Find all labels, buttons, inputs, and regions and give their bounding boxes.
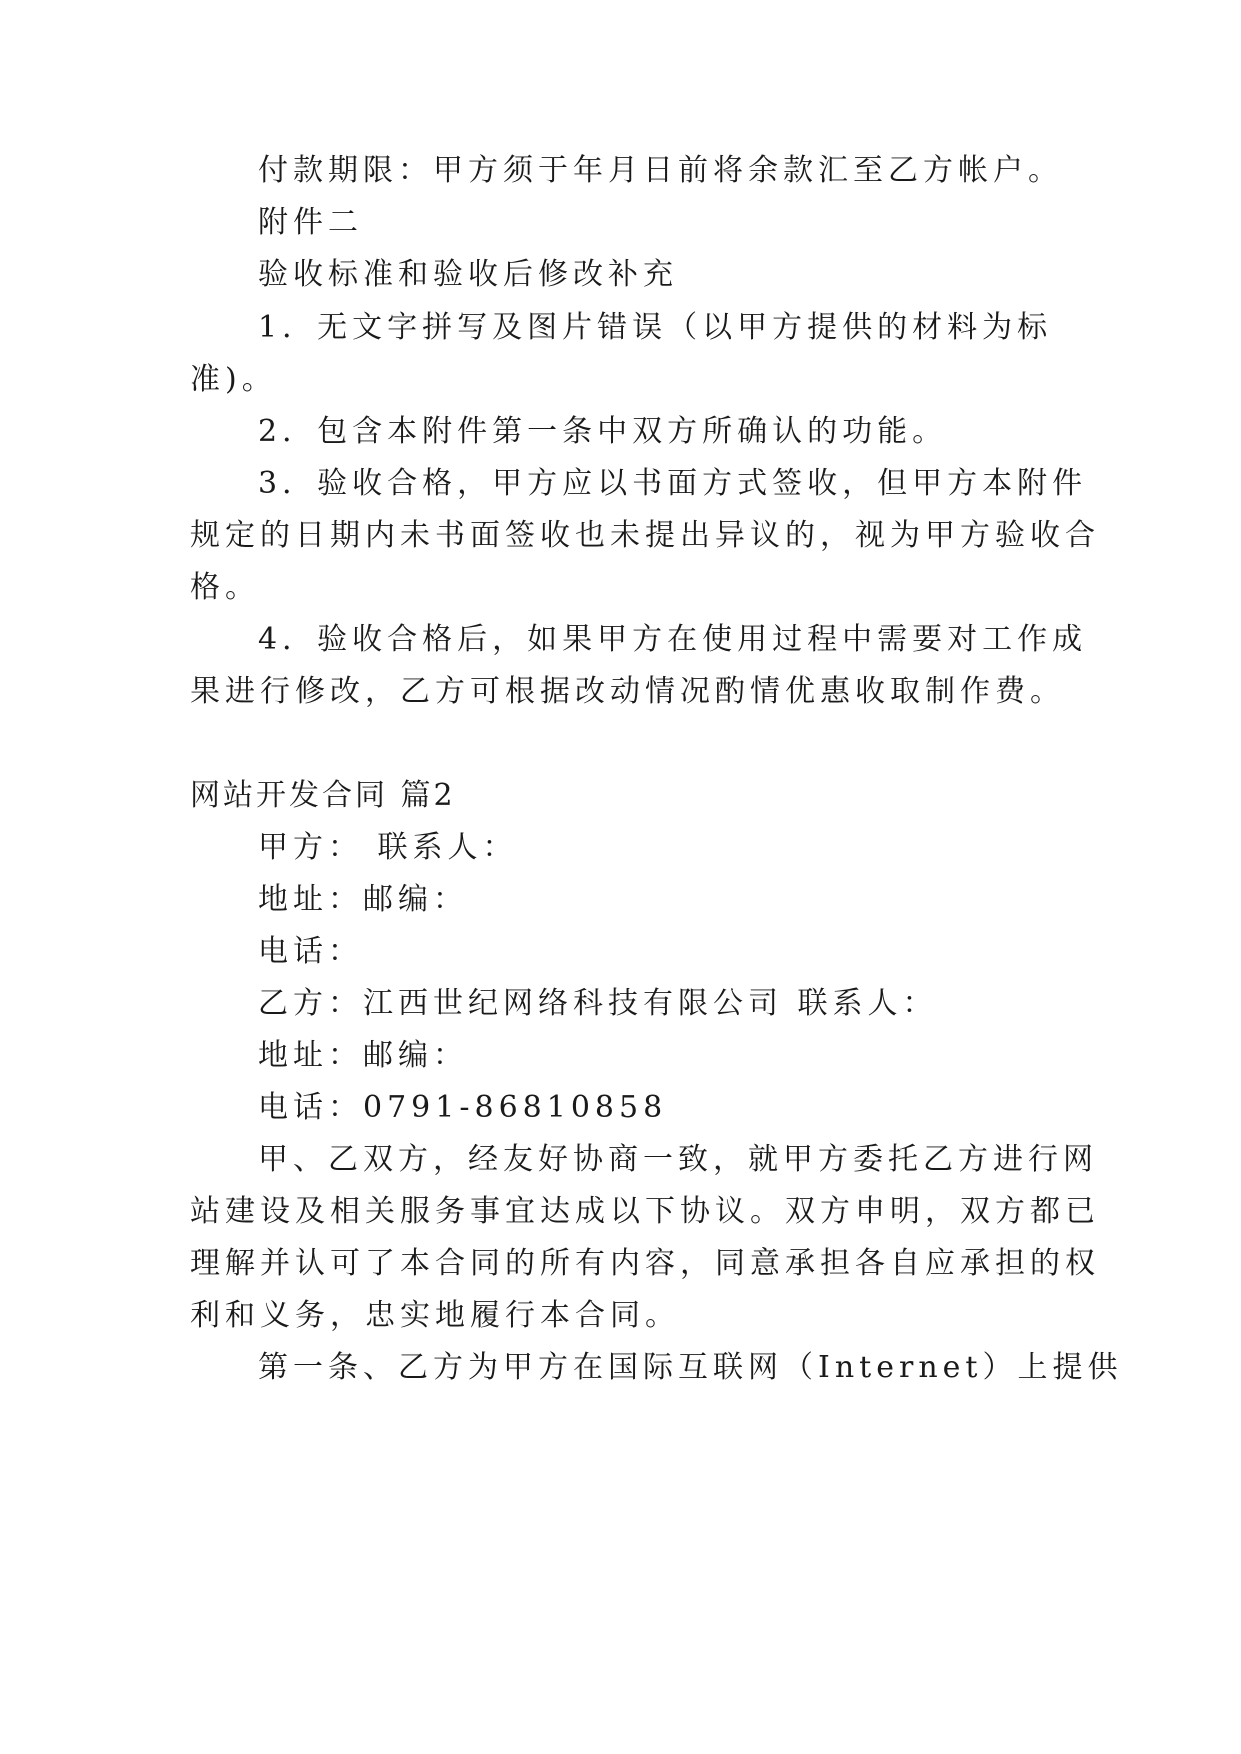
party-a-address: 地址：邮编：	[258, 882, 468, 917]
party-a-phone: 电话：	[258, 934, 363, 969]
intro-paragraph-line-2: 站建设及相关服务事宜达成以下协议。双方申明，双方都已	[190, 1194, 1100, 1229]
acceptance-title: 验收标准和验收后修改补充	[258, 257, 678, 292]
acceptance-item-4-line-2: 果进行修改，乙方可根据改动情况酌情优惠收取制作费。	[190, 674, 1065, 709]
attachment-title: 附件二	[258, 205, 363, 240]
intro-paragraph-line-3: 理解并认可了本合同的所有内容，同意承担各自应承担的权	[190, 1246, 1100, 1281]
acceptance-item-1-line-1: 1．无文字拼写及图片错误（以甲方提供的材料为标	[258, 310, 1053, 345]
party-b-line: 乙方：江西世纪网络科技有限公司 联系人：	[258, 986, 938, 1021]
contract-section-title: 网站开发合同 篇2	[190, 778, 456, 813]
acceptance-item-3-line-3: 格。	[190, 570, 260, 605]
party-b-phone: 电话：0791-86810858	[258, 1090, 668, 1125]
party-a-line: 甲方： 联系人：	[258, 830, 518, 865]
acceptance-item-2: 2．包含本附件第一条中双方所确认的功能。	[258, 414, 948, 449]
acceptance-item-1-line-2: 准)。	[190, 362, 277, 397]
acceptance-item-3-line-2: 规定的日期内未书面签收也未提出异议的，视为甲方验收合	[190, 518, 1100, 553]
intro-paragraph-line-4: 利和义务，忠实地履行本合同。	[190, 1298, 680, 1333]
intro-paragraph-line-1: 甲、乙双方，经友好协商一致，就甲方委托乙方进行网	[258, 1142, 1098, 1177]
article-1-line-1: 第一条、乙方为甲方在国际互联网（Internet）上提供	[258, 1350, 1123, 1385]
acceptance-item-4-line-1: 4．验收合格后，如果甲方在使用过程中需要对工作成	[258, 622, 1088, 657]
party-b-address: 地址：邮编：	[258, 1038, 468, 1073]
payment-term-paragraph: 付款期限：甲方须于年月日前将余款汇至乙方帐户。	[258, 153, 1063, 188]
acceptance-item-3-line-1: 3．验收合格，甲方应以书面方式签收，但甲方本附件	[258, 466, 1088, 501]
